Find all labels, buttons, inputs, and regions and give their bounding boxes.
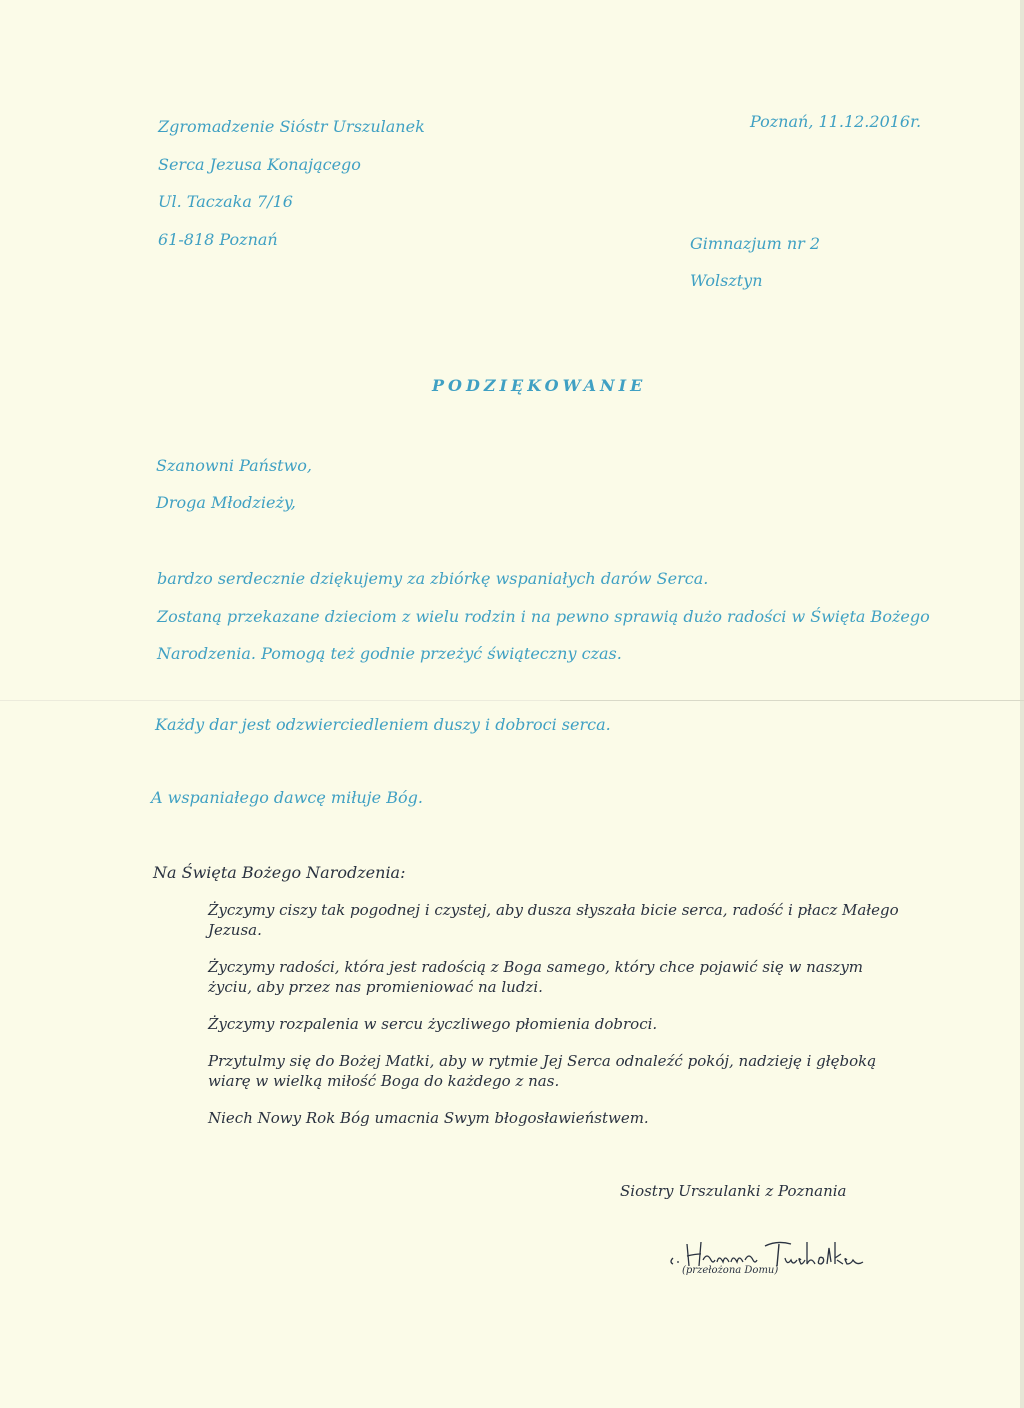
wish-item: Życzymy ciszy tak pogodnej i czystej, aby dusza słyszała bicie serca, radość i płacz Małego Jezusa. bbox=[208, 901, 899, 939]
closing-signoff: Siostry Urszulanki z Poznania bbox=[620, 1182, 847, 1200]
wish-item: Przytulmy się do Bożej Matki, aby w rytmie Jej Serca odnaleźć pokój, nadzieję i głęboką wiarę w wielką miłość Boga do każdego z nas. bbox=[208, 1052, 877, 1090]
body-line: Narodzenia. Pomogą też godnie przeżyć świąteczny czas. bbox=[157, 644, 622, 663]
greeting-line: Droga Młodzieży, bbox=[156, 493, 296, 512]
fold-line bbox=[0, 700, 560, 701]
body-paragraph bbox=[157, 560, 930, 673]
signature-role: (przełożona Domu) bbox=[682, 1265, 779, 1276]
fold-line bbox=[560, 700, 1024, 701]
body-line: bardzo serdecznie dziękujemy za zbiórkę wspaniałych darów Serca. bbox=[157, 569, 709, 588]
page-edge bbox=[1020, 0, 1024, 1408]
wishes-heading: Na Święta Bożego Narodzenia: bbox=[153, 863, 406, 882]
wishes-list bbox=[208, 900, 908, 1145]
wish-item: Niech Nowy Rok Bóg umacnia Swym błogosławieństwem. bbox=[208, 1109, 649, 1127]
sender-address bbox=[158, 108, 425, 258]
letter-title: PODZIĘKOWANIE bbox=[432, 376, 647, 395]
sender-line: Ul. Taczaka 7/16 bbox=[158, 192, 293, 211]
body-line: Zostaną przekazane dzieciom z wielu rodzin i na pewno sprawią dużo radości w Święta Bożego bbox=[157, 606, 930, 626]
body-paragraph-2: Każdy dar jest odzwierciedleniem duszy i dobroci serca. bbox=[155, 715, 611, 734]
sender-line: Zgromadzenie Sióstr Urszulanek bbox=[158, 117, 425, 136]
wish-item: Życzymy rozpalenia w sercu życzliwego płomienia dobroci. bbox=[208, 1015, 658, 1033]
body-paragraph-3: A wspaniałego dawcę miłuje Bóg. bbox=[151, 788, 423, 807]
sender-line: Serca Jezusa Konającego bbox=[158, 154, 361, 174]
recipient-address bbox=[690, 225, 820, 299]
recipient-line: Gimnazjum nr 2 bbox=[690, 234, 821, 253]
recipient-line: Wolsztyn bbox=[690, 271, 763, 290]
wish-item: Życzymy radości, która jest radością z Boga samego, który chce pojawić się w naszym życiu, aby przez nas promieniować na ludzi. bbox=[208, 958, 864, 996]
letter-date: Poznań, 11.12.2016r. bbox=[750, 112, 922, 131]
sender-line: 61-818 Poznań bbox=[158, 229, 278, 249]
greeting-line: Szanowni Państwo, bbox=[156, 456, 313, 475]
greeting bbox=[156, 447, 312, 521]
